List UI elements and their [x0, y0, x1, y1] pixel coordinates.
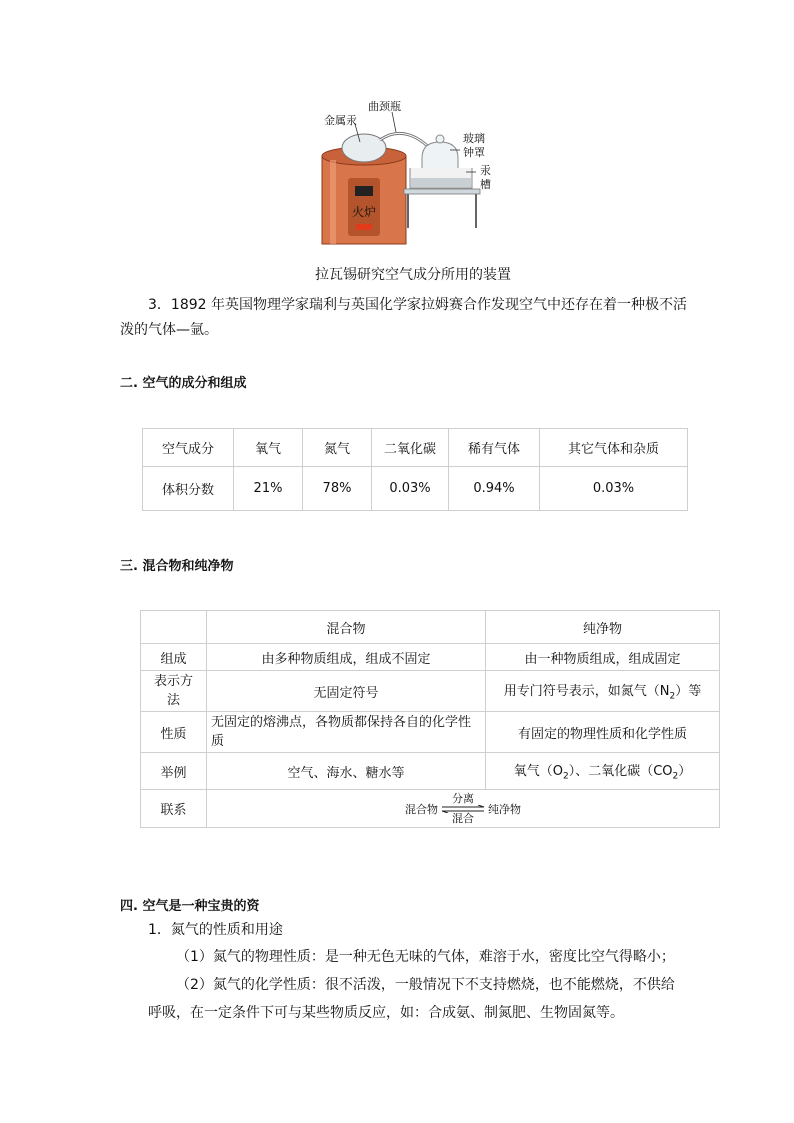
table: [404, 189, 480, 194]
furnace-label: 火炉: [351, 205, 377, 219]
table-cell: [141, 611, 207, 644]
figure-caption: 拉瓦锡研究空气成分所用的装置: [315, 267, 511, 283]
table-row: [141, 753, 720, 790]
table-cell: 联系: [141, 790, 207, 828]
table-row: [143, 467, 688, 511]
table-cell: 氧气$(O_2)$、二氧化碳$(CO_2)$: [486, 753, 720, 790]
table-cell: 混合物: [207, 611, 486, 644]
retort-flask: [342, 134, 386, 162]
table-cell: 二氧化碳: [372, 429, 449, 467]
table-row: [141, 644, 720, 671]
table-cell: 78%: [303, 467, 372, 511]
lavoisier-apparatus-figure: [300, 96, 500, 246]
table-cell: 氮气: [303, 429, 372, 467]
table-cell: [207, 790, 720, 828]
section2-title: 二. 空气的成分和组成: [120, 376, 247, 391]
table-cell: 有固定的物理性质和化学性质: [486, 712, 720, 753]
svg-text:金属汞: 金属汞: [324, 114, 357, 127]
table-row: [141, 671, 720, 712]
section4-title: 四. 空气是一种宝贵的资: [120, 899, 260, 914]
svg-text:玻璃: 玻璃: [463, 132, 485, 145]
table-cell: 性质: [141, 712, 207, 753]
table-cell: 由多种物质组成，组成不固定: [207, 644, 486, 671]
table-cell: 0.03%: [540, 467, 688, 511]
section4-p1: （1）氮气的物理性质：是一种无色无味的气体，难溶于水，密度比空气得略小；: [176, 949, 675, 965]
section4-p2-line1: （2）氮气的化学性质：很不活泼，一般情况下不支持燃烧，也不能燃烧，不供给: [176, 977, 675, 993]
table-row: [141, 790, 720, 828]
para3-line1: 3．1892 年英国物理学家瑞利与英国化学家拉姆赛合作发现空气中还存在着一种极不活: [148, 297, 687, 313]
table-cell: 氧气: [234, 429, 303, 467]
svg-text:钟罩: 钟罩: [463, 146, 485, 159]
table-cell: 无固定符号: [207, 671, 486, 712]
svg-text:曲颈瓶: 曲颈瓶: [368, 100, 401, 113]
table-cell: 组成: [141, 644, 207, 671]
table-cell: 其它气体和杂质: [540, 429, 688, 467]
table-cell: 表示方法: [141, 671, 207, 712]
para3-line2: 泼的气体—氩。: [120, 322, 218, 338]
relation-diagram: 混合物 分离 混合 纯净物: [405, 791, 521, 825]
table-cell: 稀有气体: [449, 429, 540, 467]
section4-p2-line2: 呼吸，在一定条件下可与某些物质反应，如：合成氨、制氮肥、生物固氮等。: [148, 1005, 624, 1021]
table-cell: 空气、海水、糖水等: [207, 753, 486, 790]
table-row: [141, 611, 720, 644]
svg-text:汞: 汞: [480, 164, 491, 177]
section4-item1: 1．氮气的性质和用途: [148, 922, 283, 938]
table-cell: 体积分数: [143, 467, 234, 511]
table-cell: 用专门符号表示，如氮气$(N_2)$等: [486, 671, 720, 712]
table-cell: 由一种物质组成，组成固定: [486, 644, 720, 671]
table-row: [141, 712, 720, 753]
air-composition-table: [142, 428, 688, 511]
svg-text:槽: 槽: [480, 178, 491, 191]
table-cell: 21%: [234, 467, 303, 511]
table-cell: 空气成分: [143, 429, 234, 467]
mixture-pure-table: [140, 610, 720, 828]
table-cell: 举例: [141, 753, 207, 790]
table-row: [143, 429, 688, 467]
table-cell: 无固定的熔沸点，各物质都保持各自的化学性质: [207, 712, 486, 753]
section3-title: 三. 混合物和纯净物: [120, 559, 234, 574]
table-cell: 0.03%: [372, 467, 449, 511]
table-cell: 0.94%: [449, 467, 540, 511]
table-cell: 纯净物: [486, 611, 720, 644]
